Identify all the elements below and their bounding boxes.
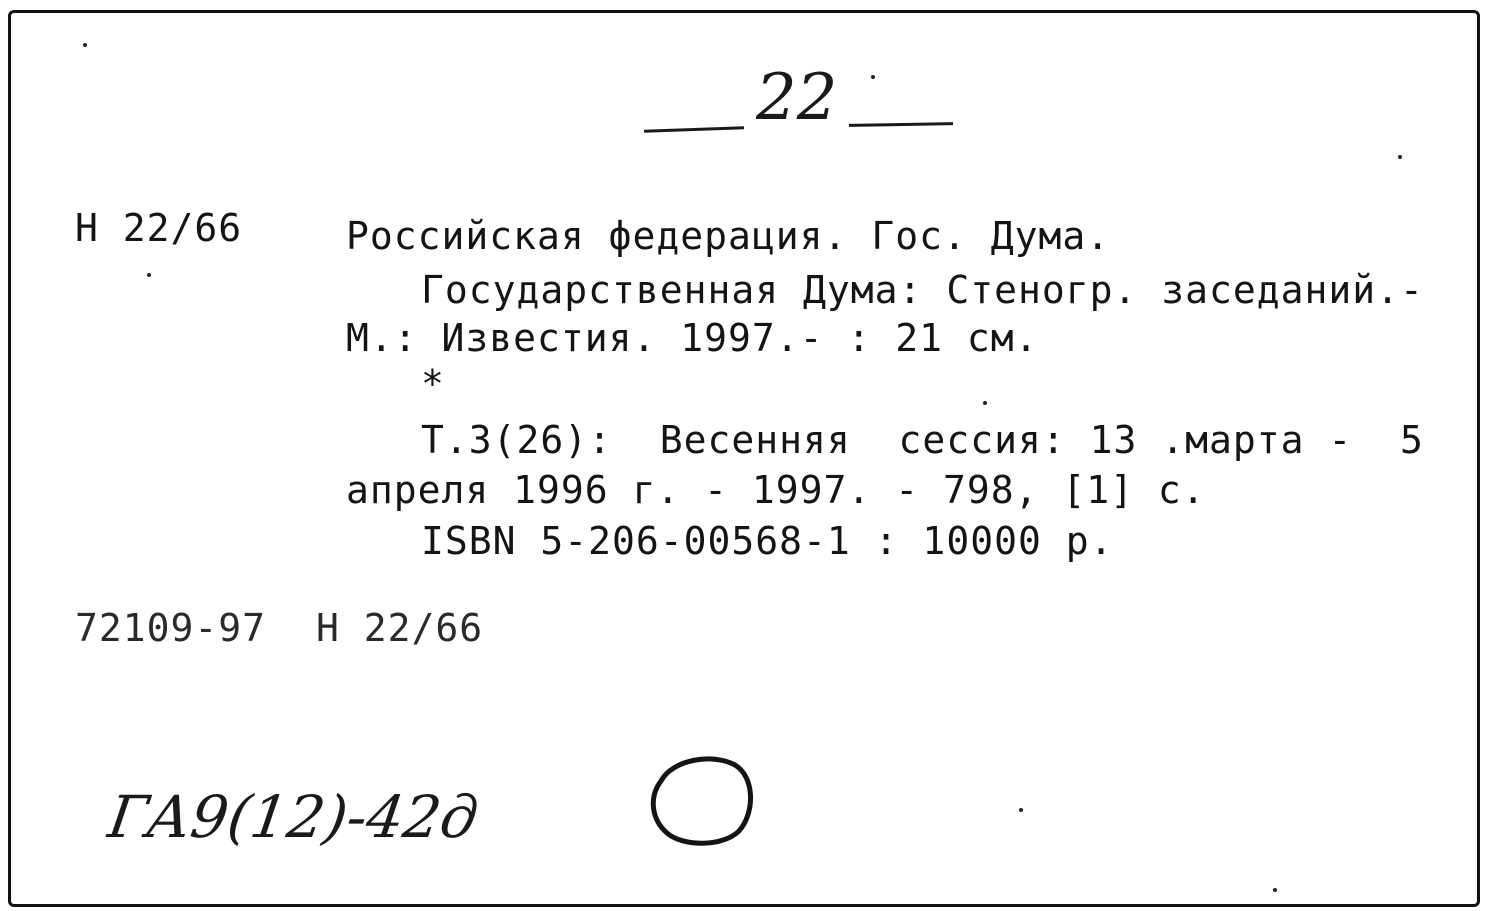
isbn-line: ISBN 5-206-00568-1 : 10000 р. <box>421 519 1114 563</box>
scan-speck <box>1273 888 1277 892</box>
handwritten-note: ГА9(12)-42д <box>104 783 483 851</box>
title-line-2: М.: Известия. 1997.- : 21 см. <box>346 316 1039 360</box>
scan-speck <box>1398 155 1402 159</box>
scan-speck <box>983 401 987 405</box>
accession-number: 72109-97 <box>75 606 267 650</box>
accession-call-number: Н 22/66 <box>316 606 484 650</box>
catalog-card <box>8 10 1480 907</box>
page-number: 22 <box>756 61 838 135</box>
volume-line-1: Т.3(26): Весенняя сессия: 13 .марта - 5 <box>421 418 1424 462</box>
page-number-rule-right <box>849 122 953 127</box>
asterisk: * <box>421 362 445 406</box>
title-line-1: Государственная Дума: Стеногр. заседаний.- <box>421 268 1424 312</box>
scan-speck <box>147 273 151 277</box>
scan-speck <box>871 75 875 79</box>
scan-speck <box>83 43 87 47</box>
punch-hole-icon <box>643 751 758 851</box>
call-number: Н 22/66 <box>75 206 243 250</box>
volume-line-2: апреля 1996 г. - 1997. - 798, [1] с. <box>346 468 1206 512</box>
page-number-rule-left <box>644 126 744 132</box>
scan-speck <box>1019 808 1023 812</box>
heading: Российская федерация. Гос. Дума. <box>346 214 1111 258</box>
